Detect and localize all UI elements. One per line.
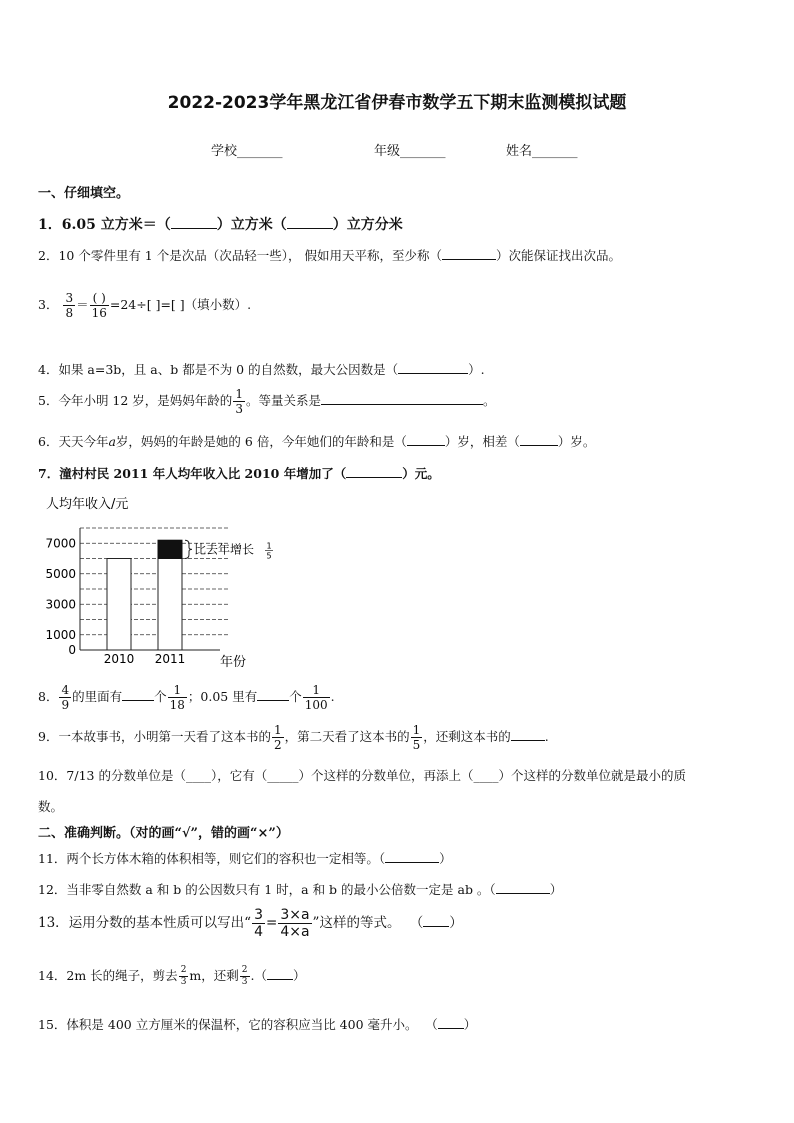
q6-text-b: 岁，妈妈的年龄是她的 6 倍，今年她们的年龄和是（ bbox=[115, 434, 407, 449]
q14-text-c: .（ bbox=[250, 968, 267, 983]
y-tick-label-0: 0 bbox=[68, 643, 76, 657]
x-axis-label: 年份 bbox=[220, 655, 247, 670]
q14-fraction-1 bbox=[179, 966, 189, 987]
q1-number: 1． bbox=[38, 217, 62, 233]
q4-blank[interactable] bbox=[398, 361, 468, 374]
section-1-heading: 一、仔细填空。 bbox=[38, 186, 130, 201]
q13-fraction-1 bbox=[252, 908, 265, 939]
q11-text-end: ） bbox=[439, 851, 452, 866]
section-2-heading: 二、准确判断。（对的画“√”，错的画“×”） bbox=[38, 826, 289, 841]
y-tick-label-5000: 5000 bbox=[45, 566, 76, 581]
q9-text-end: . bbox=[544, 729, 549, 744]
q3-number: 3． bbox=[38, 297, 59, 312]
q7-number: 7． bbox=[38, 466, 60, 481]
q11-answer-blank[interactable] bbox=[385, 850, 439, 863]
q8-fraction-1 bbox=[59, 684, 71, 711]
q15-number: 15． bbox=[38, 1017, 67, 1032]
school-label: 学校 bbox=[211, 144, 238, 159]
q9-fraction-2 bbox=[411, 724, 423, 751]
q12-text-end: ） bbox=[549, 882, 563, 897]
q13-text-b: ”这样的等式。 bbox=[312, 915, 401, 931]
x-tick-label-2011: 2011 bbox=[154, 652, 186, 666]
q15-paren-open: （ bbox=[431, 1017, 438, 1032]
q7-text-end: ）元。 bbox=[402, 466, 440, 481]
q9-denominator-1: 2 bbox=[273, 738, 282, 752]
q6-number: 6． bbox=[38, 434, 59, 449]
q5-text-mid: 。等量关系是 bbox=[245, 393, 321, 408]
q15-text: 体积是 400 立方厘米的保温杯，它的容积应当比 400 毫升小。 bbox=[66, 1017, 418, 1032]
name-label: 姓名 bbox=[506, 144, 533, 159]
q9-denominator-2: 5 bbox=[412, 738, 421, 752]
y-tick-label-1000: 1000 bbox=[45, 627, 76, 642]
q14-denominator-2: 3 bbox=[241, 977, 248, 987]
q13-fraction-2 bbox=[278, 908, 311, 939]
annotation-denominator: 5 bbox=[266, 551, 272, 561]
q13-answer-blank[interactable] bbox=[423, 914, 449, 927]
name-field[interactable] bbox=[506, 140, 578, 159]
question-1 bbox=[38, 214, 403, 234]
q14-text-b: m，还剩 bbox=[189, 968, 239, 983]
question-3 bbox=[38, 292, 251, 319]
q3-numerator-1: 3 bbox=[65, 291, 74, 305]
name-blank: _______ bbox=[532, 144, 578, 159]
q8-numerator-3: 1 bbox=[303, 684, 330, 698]
q14-text-end: ） bbox=[293, 968, 306, 983]
q9-number: 9． bbox=[38, 729, 59, 744]
q10-number: 10． bbox=[38, 768, 67, 783]
q8-number: 8． bbox=[38, 689, 59, 704]
question-10 bbox=[38, 766, 686, 784]
q15-answer-blank[interactable] bbox=[438, 1016, 464, 1029]
q5-text-end: 。 bbox=[482, 393, 496, 408]
q12-number: 12． bbox=[38, 882, 67, 897]
q13-number: 13． bbox=[38, 915, 69, 931]
q3-text-rest: =24÷[ ]=[ ]（填小数）. bbox=[109, 297, 252, 312]
q14-numerator-2: 2 bbox=[241, 965, 248, 975]
q8-fraction-2 bbox=[168, 684, 187, 711]
grade-label: 年级 bbox=[374, 144, 401, 159]
question-11 bbox=[38, 849, 452, 867]
q5-denominator: 3 bbox=[235, 402, 243, 416]
q14-number: 14． bbox=[38, 968, 67, 983]
q14-denominator-1: 3 bbox=[180, 977, 187, 987]
q8-blank-2[interactable] bbox=[257, 688, 289, 701]
q7-text: 潼村村民 2011 年人均年收入比 2010 年增加了（ bbox=[59, 466, 347, 481]
q8-fraction-3 bbox=[303, 684, 330, 711]
question-15 bbox=[38, 1015, 476, 1033]
q12-text: 当非零自然数 a 和 b 的公因数只有 1 时，a 和 b 的最小公倍数一定是 ab 。（ bbox=[66, 882, 496, 897]
annotation-text: 比去年增长 bbox=[194, 542, 255, 557]
q15-text-end: ） bbox=[463, 1017, 477, 1032]
q3-numerator-blank[interactable]: ( ) bbox=[90, 292, 109, 306]
bar-2010 bbox=[107, 559, 131, 651]
q1-text-b: ）立方米（ bbox=[216, 217, 287, 233]
q2-blank[interactable] bbox=[442, 247, 496, 260]
q9-fraction-1 bbox=[272, 724, 284, 751]
grade-blank: _______ bbox=[400, 144, 446, 159]
y-tick-label-3000: 3000 bbox=[45, 597, 76, 612]
q1-text-a: 6.05 立方米＝（ bbox=[61, 217, 171, 233]
q6-variable: a bbox=[108, 434, 116, 449]
q8-numerator-1: 4 bbox=[61, 683, 70, 697]
q6-blank-2[interactable] bbox=[520, 433, 558, 446]
page-title: 2022-2023学年黑龙江省伊春市数学五下期末监测模拟试题 bbox=[167, 93, 627, 113]
q12-answer-blank[interactable] bbox=[496, 881, 550, 894]
q10-line-2: 数。 bbox=[38, 799, 64, 814]
q1-blank-1[interactable] bbox=[171, 216, 217, 229]
question-6 bbox=[38, 432, 595, 450]
q13-denominator-2: 4×a bbox=[280, 924, 310, 940]
q8-denominator-1: 9 bbox=[61, 698, 70, 712]
q14-text-a: 2m 长的绳子，剪去 bbox=[66, 968, 178, 983]
q9-numerator-2: 1 bbox=[412, 723, 421, 737]
bar-2011 bbox=[158, 559, 182, 651]
q9-numerator-1: 1 bbox=[273, 723, 282, 737]
x-tick-label-2010: 2010 bbox=[103, 652, 135, 666]
q9-text-c: ，还剩这本书的 bbox=[423, 729, 511, 744]
school-field[interactable] bbox=[211, 140, 283, 159]
question-5 bbox=[38, 388, 495, 415]
question-9 bbox=[38, 724, 549, 751]
q5-text: 今年小明 12 岁，是妈妈年龄的 bbox=[58, 393, 233, 408]
q1-blank-2[interactable] bbox=[287, 216, 333, 229]
q6-text-a: 天天今年 bbox=[58, 434, 109, 449]
q5-numerator: 1 bbox=[235, 387, 243, 401]
q14-answer-blank[interactable] bbox=[267, 967, 293, 980]
y-tick-label-7000: 7000 bbox=[45, 536, 76, 551]
question-4 bbox=[38, 360, 485, 378]
grade-field[interactable] bbox=[374, 140, 446, 159]
q8-text-end: . bbox=[330, 689, 335, 704]
q8-blank-1[interactable] bbox=[122, 688, 154, 701]
q8-denominator-3: 100 bbox=[304, 698, 328, 712]
school-blank: _______ bbox=[237, 144, 283, 159]
q6-blank-1[interactable] bbox=[407, 433, 445, 446]
q3-equals: ＝ bbox=[76, 297, 89, 312]
q1-text-c: ）立方分米 bbox=[332, 217, 403, 233]
q3-denominator-2: 16 bbox=[91, 306, 107, 320]
q4-text: 如果 a=3b，且 a、b 都是不为 0 的自然数，最大公因数是（ bbox=[58, 362, 399, 377]
q4-text-end: ）. bbox=[468, 362, 485, 377]
q11-text: 两个长方体木箱的体积相等，则它们的容积也一定相等。（ bbox=[66, 851, 386, 866]
q3-fraction-2 bbox=[90, 292, 109, 319]
question-7 bbox=[38, 464, 440, 482]
q13-text-a: 运用分数的基本性质可以写出“ bbox=[68, 915, 252, 931]
q10-line-1: 7/13 的分数单位是（____），它有（_____）个这样的分数单位，再添上（____）个这样的分数单位就是最小的质 bbox=[66, 768, 686, 783]
q6-text-c: ）岁，相差（ bbox=[444, 434, 520, 449]
q13-equals: = bbox=[266, 915, 278, 931]
q2-number: 2． bbox=[38, 248, 59, 263]
q13-numerator-1: 3 bbox=[254, 907, 264, 923]
question-13 bbox=[38, 908, 463, 939]
q9-text-a: 一本故事书，小明第一天看了这本书的 bbox=[58, 729, 271, 744]
q9-blank[interactable] bbox=[511, 728, 545, 741]
q13-paren-close: ） bbox=[449, 915, 463, 931]
q11-number: 11． bbox=[38, 851, 67, 866]
q8-text-b: 个 bbox=[154, 689, 167, 704]
q2-text: 10 个零件里有 1 个是次品（次品轻一些）， 假如用天平称，至少称（ bbox=[58, 248, 442, 263]
q4-number: 4． bbox=[38, 362, 59, 377]
q13-paren-open: （ bbox=[416, 915, 424, 931]
q8-text-d: 个 bbox=[289, 689, 302, 704]
q5-blank[interactable] bbox=[321, 392, 483, 405]
q8-numerator-2: 1 bbox=[168, 684, 187, 698]
question-2 bbox=[38, 246, 621, 264]
q3-denominator-1: 8 bbox=[65, 306, 74, 320]
income-bar-chart bbox=[30, 490, 290, 675]
q5-number: 5． bbox=[38, 393, 59, 408]
q7-blank[interactable] bbox=[346, 465, 402, 478]
y-axis-label: 人均年收入/元 bbox=[46, 497, 129, 512]
q13-denominator-1: 4 bbox=[254, 924, 264, 940]
question-8 bbox=[38, 684, 335, 711]
q14-fraction-2 bbox=[240, 966, 250, 987]
q2-text-end: ）次能保证找出次品。 bbox=[495, 248, 621, 263]
q8-denominator-2: 18 bbox=[169, 698, 185, 712]
annotation-numerator: 1 bbox=[266, 541, 272, 551]
question-12 bbox=[38, 880, 562, 898]
bar-increase-2011 bbox=[158, 540, 182, 558]
q8-text-c: ；0.05 里有 bbox=[187, 689, 258, 704]
q5-fraction bbox=[233, 388, 245, 415]
q8-text-a: 的里面有 bbox=[72, 689, 123, 704]
q14-numerator-1: 2 bbox=[180, 965, 187, 975]
q13-numerator-2: 3×a bbox=[280, 907, 310, 923]
q3-fraction-1 bbox=[63, 292, 75, 319]
q9-text-b: ，第二天看了这本书的 bbox=[284, 729, 410, 744]
question-14 bbox=[38, 966, 306, 987]
q6-text-d: ）岁。 bbox=[557, 434, 596, 449]
